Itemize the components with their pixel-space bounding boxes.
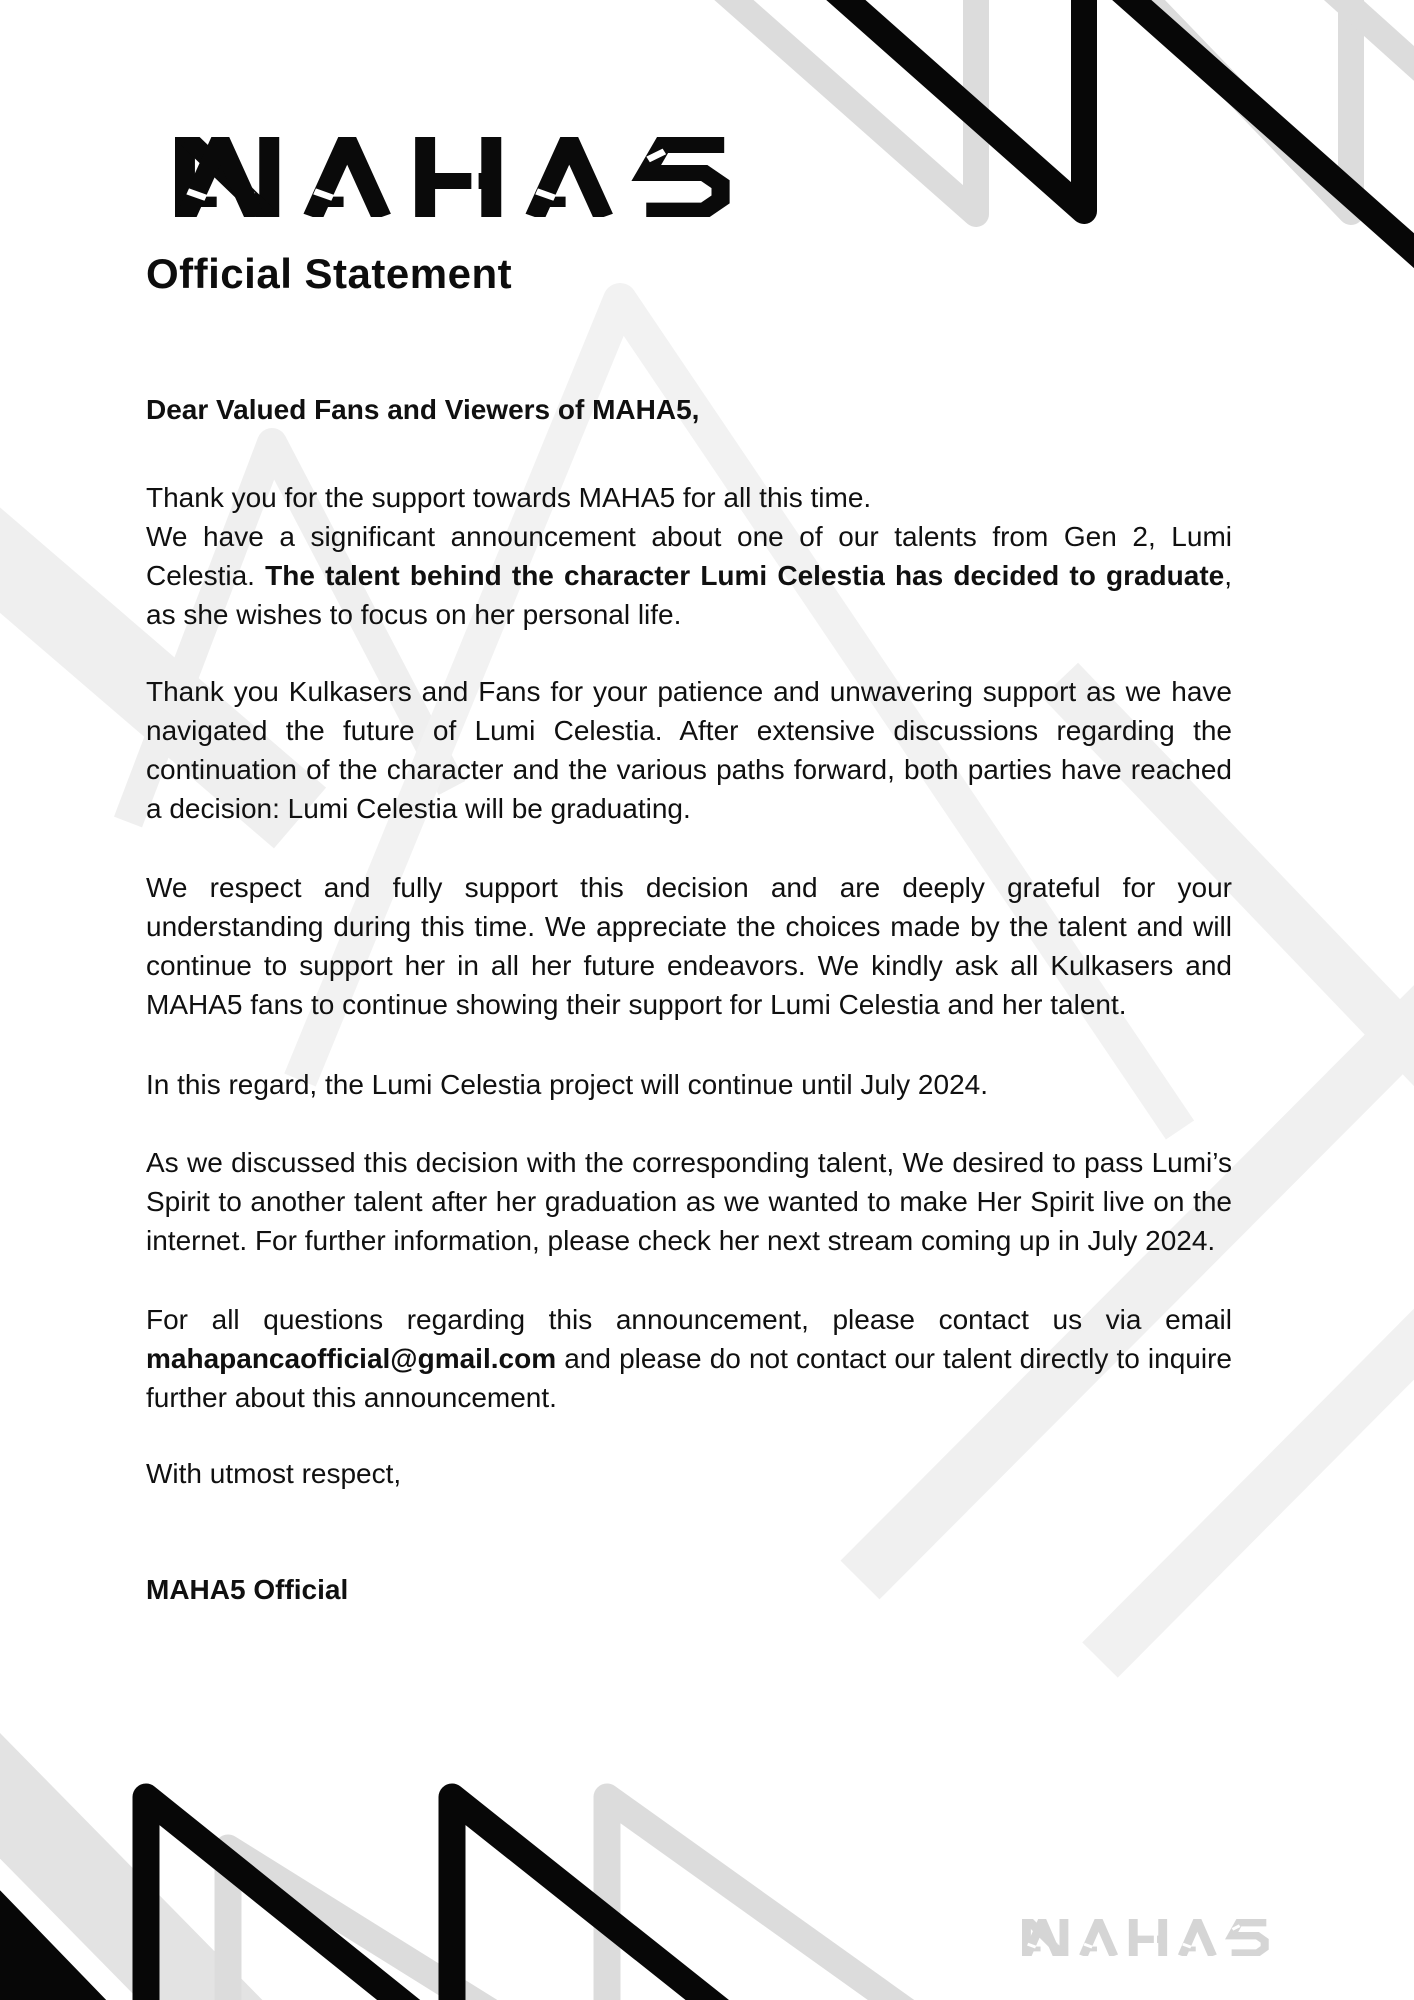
paragraph-patience: Thank you Kulkasers and Fans for your patience and unwavering support as we have navigated the future of Lumi Celestia. After extensive discussions regarding the continuation of the character and the various paths forward, both parties have reached a decision: Lumi Celestia will be graduating. [146, 676, 1232, 824]
announcement-pre: We have a significant announcement about one of our talents from Gen 2, Lumi Celestia. [146, 521, 1232, 591]
statement-title: Official Statement [146, 250, 513, 297]
paragraph-spirit: As we discussed this decision with the corresponding talent, We desired to pass Lumi’s Spirit to another talent after her graduation as we wanted to make Her Spirit live on the internet. For further information, please check her next stream coming up in July 2024. [146, 1147, 1232, 1256]
signature: MAHA5 Official [146, 1574, 349, 1605]
contact-pre: For all questions regarding this announcement, please contact us via email [146, 1304, 1232, 1335]
announcement-post: , as she wishes to focus on her personal life. [146, 560, 1232, 630]
contact-post: and please do not contact our talent directly to inquire further about this announcement. [146, 1343, 1232, 1413]
maha5-logo [175, 137, 755, 217]
paragraph-respect: We respect and fully support this decision and are deeply grateful for your understanding during this time. We appreciate the choices made by the talent and will continue to support her in all her future endeavors. We kindly ask all Kulkasers and MAHA5 fans to continue showing their support for Lumi Celestia and her talent. [146, 872, 1232, 1020]
top-right-decoration [700, 0, 1414, 272]
contact-email: mahapancaofficial@gmail.com [146, 1343, 557, 1374]
letter-body [146, 390, 1232, 1609]
closing-line: With utmost respect, [146, 1458, 402, 1489]
footer-maha5-logo [1022, 1919, 1280, 1956]
intro-line: Thank you for the support towards MAHA5 for all this time. [146, 482, 872, 513]
salutation: Dear Valued Fans and Viewers of MAHA5, [146, 394, 700, 425]
paragraph-announcement [146, 478, 1232, 634]
announcement-bold: The talent behind the character Lumi Celestia has decided to graduate [265, 560, 1225, 591]
paragraph-project: In this regard, the Lumi Celestia project will continue until July 2024. [146, 1069, 988, 1100]
paragraph-contact [146, 1300, 1232, 1417]
bottom-left-decoration [0, 1750, 933, 2000]
